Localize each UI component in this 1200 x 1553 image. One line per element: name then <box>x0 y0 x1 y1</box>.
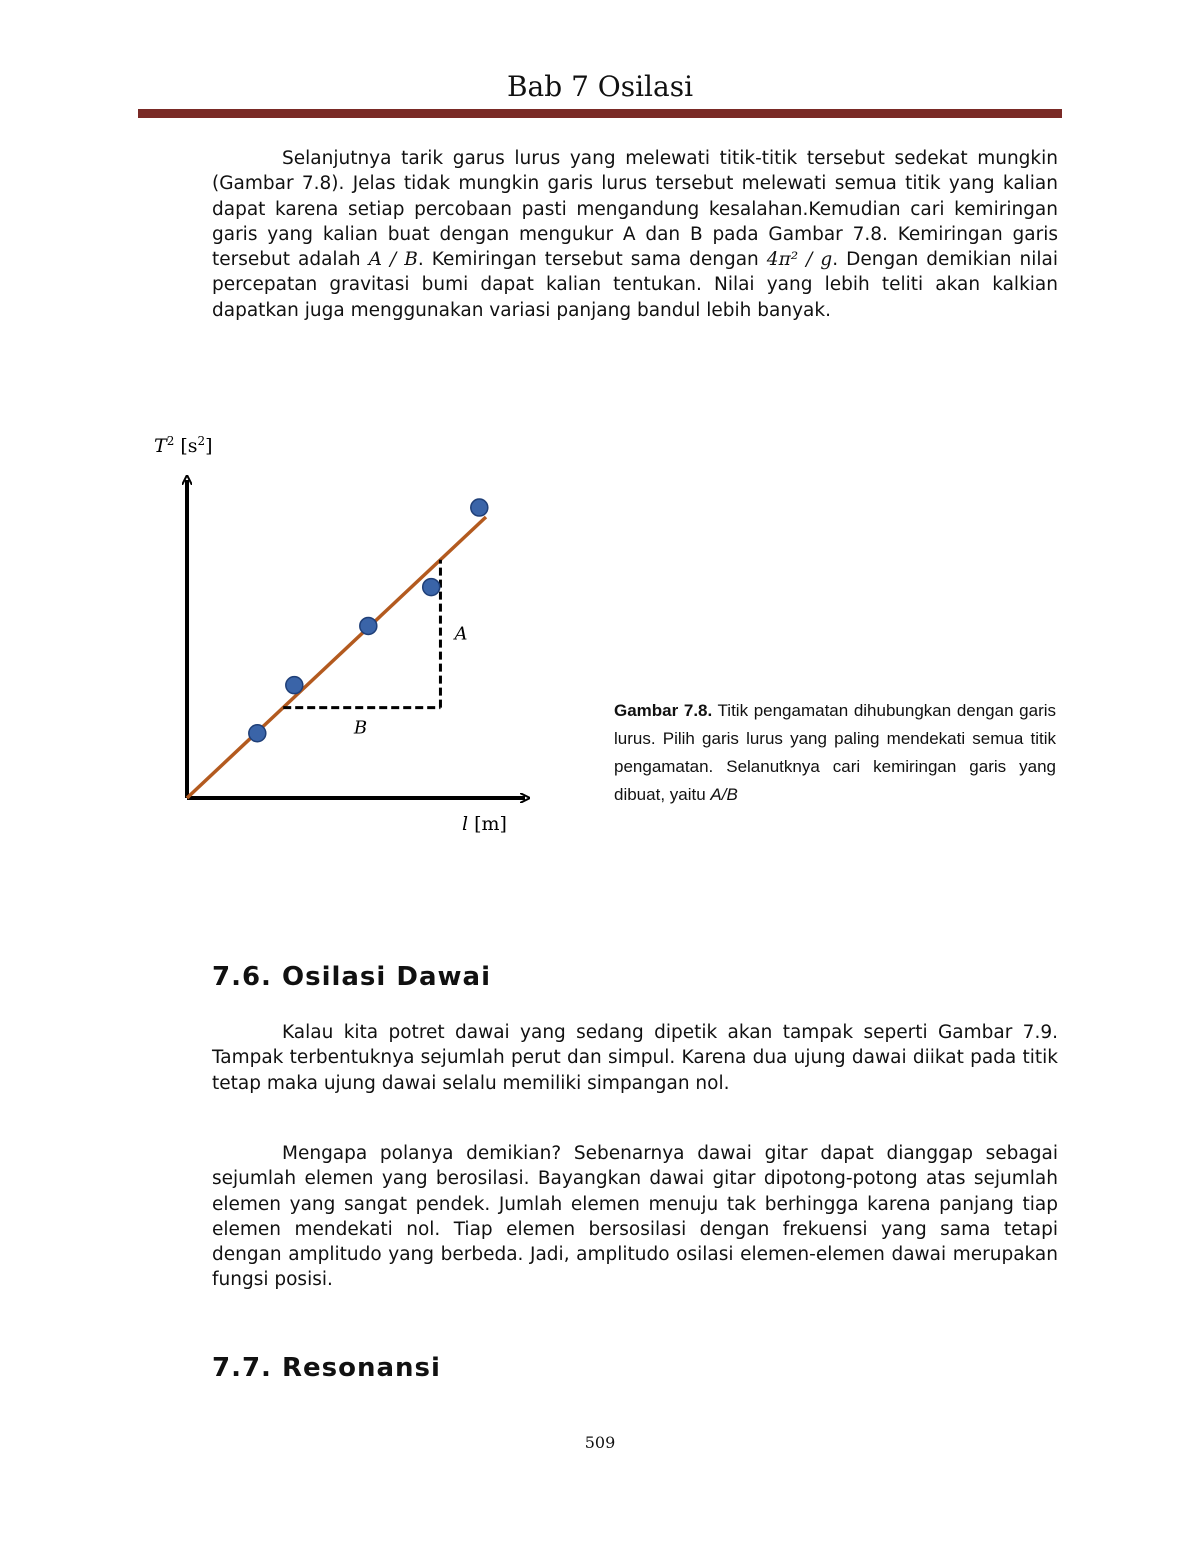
data-point <box>286 677 303 694</box>
gravity-formula: 4π² / g <box>766 249 833 271</box>
label-a: A <box>454 623 468 645</box>
paragraph-slope-explanation <box>212 146 1058 323</box>
caption-ratio: A/B <box>710 785 738 804</box>
section-heading-resonansi: 7.7. Resonansi <box>212 1353 441 1383</box>
paragraph1-text-c: . Dengan demikian nilai percepatan gravitasi bumi dapat kalian tentukan. Nilai yang lebih teliti akan kalkian dapatkan juga menggunakan variasi panjang bandul lebih banyak. <box>212 249 1059 321</box>
section-heading-osilasi-dawai: 7.6. Osilasi Dawai <box>212 962 491 992</box>
slope-ratio-formula: A / B <box>368 249 418 271</box>
data-point <box>249 725 266 742</box>
page-number: 509 <box>584 1433 616 1452</box>
figure-caption <box>614 697 1056 809</box>
header-rule <box>138 109 1062 118</box>
caption-text: Titik pengamatan dihubungkan dengan garis lurus. Pilih garis lurus yang paling mendekati semua titik pengamatan. Selanutknya cari kemiringan garis yang dibuat, yaitu <box>614 701 1057 804</box>
data-point <box>360 617 377 634</box>
data-point <box>423 579 440 596</box>
caption-label: Gambar 7.8. <box>614 701 713 720</box>
x-axis-label: l [m] <box>462 813 507 835</box>
paragraph1-text-b: . Kemiringan tersebut sama dengan <box>417 249 759 271</box>
paragraph-dawai-explanation: Mengapa polanya demikian? Sebenarnya dawai gitar dapat dianggap sebagai sejumlah elemen yang berosilasi. Bayangkan dawai gitar dipotong-potong atas sejumlah elemen yang sangat pendek. Jumlah elemen menuju tak berhingga karena panjang tiap elemen mendekati nol. Tiap elemen bersosilasi dengan frekuensi yang sama tetapi dengan amplitudo yang berbeda. Jadi, amplitudo osilasi elemen-elemen dawai merupakan fungsi posisi. <box>212 1143 1058 1291</box>
paragraph-dawai-intro: Kalau kita potret dawai yang sedang dipetik akan tampak seperti Gambar 7.9. Tampak terbentuknya sejumlah perut dan simpul. Karena dua ujung dawai diikat pada titik tetap maka ujung dawai selalu memiliki simpangan nol. <box>212 1022 1058 1094</box>
y-axis-label: $T^2$ $[s^2]$ <box>154 434 213 457</box>
label-b: B <box>353 717 368 739</box>
data-point <box>471 499 488 516</box>
paragraph1-text-a: Selanjutnya tarik garus lurus yang melewati titik-titik tersebut sedekat mungkin (Gambar 7.8). Jelas tidak mungkin garis lurus tersebut melewati semua titik yang kalian dapat karena setiap percobaan pasti mengandung kesalahan.Kemudian cari kemiringan garis yang kalian buat dengan mengukur A dan B pada Gambar 7.8. Kemiringan garis tersebut adalah <box>212 148 1058 271</box>
chapter-title: Bab 7 Osilasi <box>506 70 694 103</box>
figure-7-8-graph <box>140 420 560 850</box>
scatter-plot <box>140 420 560 850</box>
